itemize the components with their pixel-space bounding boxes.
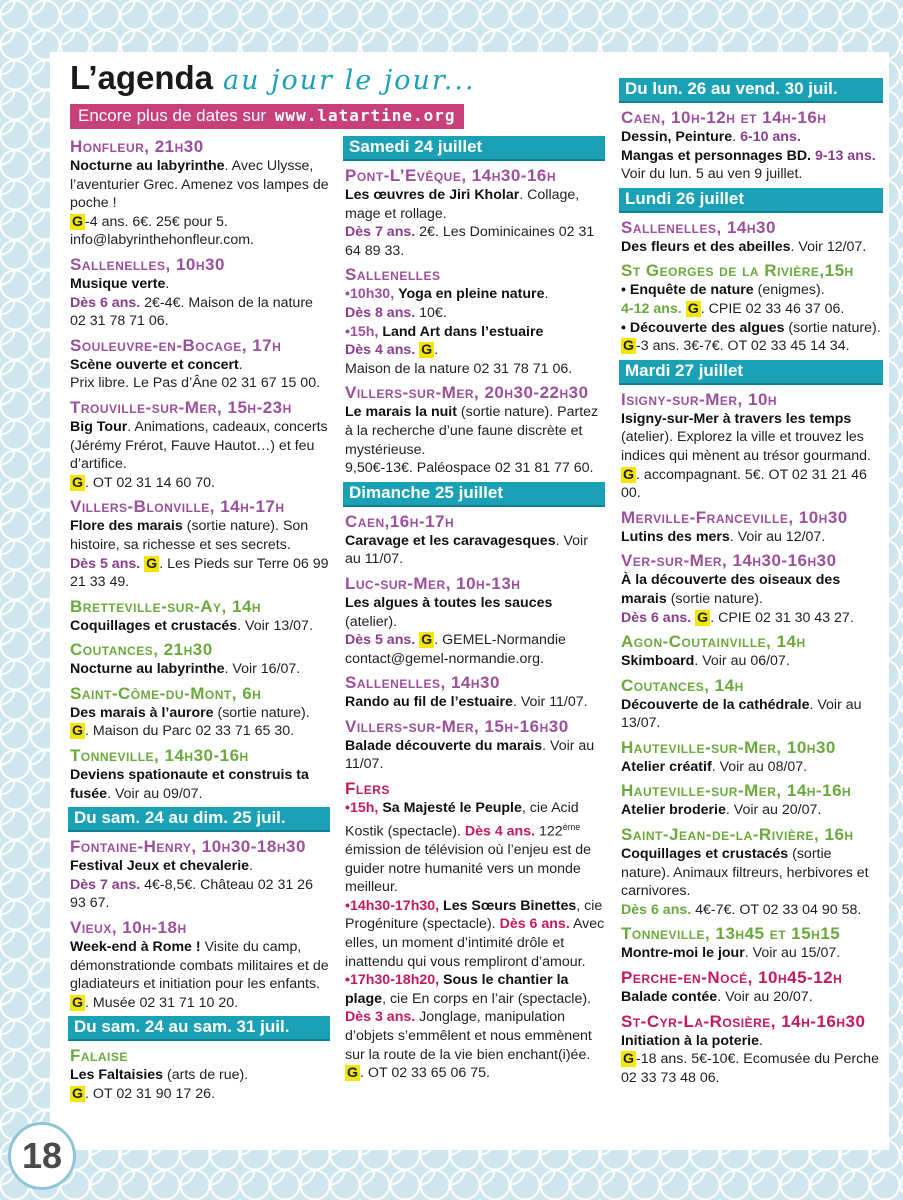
event-title: Coquillages et crustacés [70,617,238,634]
event-time: •14h30-17h30, [345,897,440,914]
page-number: 18 [8,1122,76,1190]
event-info: 122 [539,823,563,840]
event-entry [70,683,330,741]
free-badge: G [623,1051,635,1068]
event-place: St-Cyr-La-Rosière, 14h-16h30 [621,1011,866,1031]
event-place: Caen,16h-17h [345,511,455,531]
date-header: Mardi 27 juillet [619,360,883,385]
event-contact: . accompagnant. 5€. OT 02 31 21 46 00. [621,466,867,502]
event-text [345,186,605,260]
event-title: Balade contée [621,989,718,1006]
event-text [621,944,883,963]
event-description: Collage, mage et rollage. [345,187,580,222]
age-badge: Dès 4 ans. [464,823,536,840]
event-entry [621,107,883,184]
event-info: 10€. [415,304,447,321]
event-text [621,696,883,733]
event-title: Sous le chantier la plage [345,972,569,1007]
event-place: Tonneville, 14h30-16h [70,746,249,766]
event-contact: 2€. Les Dominicaines 02 31 64 89 33. [345,224,595,259]
event-place: Villers-sur-Mer, 20h30-22h30 [345,383,589,403]
event-entry [70,254,330,331]
event-place: Villers-Blonville, 14h-17h [70,497,285,517]
event-contact: . OT 02 31 90 17 26. [85,1086,215,1102]
free-badge: G [72,994,84,1011]
event-place: Bretteville-sur-Ay, 14h [70,596,262,616]
event-info: . [127,418,132,435]
event-place: Sallenelles [345,265,441,285]
event-info: . Voir au 20/07. [717,989,813,1006]
event-entry [621,780,883,820]
event-entry [621,1011,883,1088]
event-info: Voir du lun. 5 au ven 9 juillet. [621,166,803,183]
event-place: Villers-sur-Mer, 15h-16h30 [345,716,569,736]
event-entry [70,836,330,913]
event-info: . Voir au 09/07. [107,785,203,802]
event-description: Explorez la ville et trouvez les indices qui mènent au trésor gourmand. [621,429,871,464]
event-text: •10h30, Yoga en pleine nature. Dès 8 ans. 10€. •15h, Land Art dans l’estuaire Dès 4 ans. G . Maison de la nature 02 31 78 71 06. [345,286,573,377]
column-3 [621,74,883,1091]
title-script: au jour le jour... [223,65,476,96]
website-link[interactable]: www.latartine.org [274,106,456,125]
free-badge: G [421,632,433,649]
event-title: Isigny-sur-Mer à travers les temps [621,410,852,427]
event-description: Avec Ulysse, l’aventurier Grec. Amenez vos lampes de poche ! [70,158,329,212]
event-time: •15h, [345,323,379,340]
event-time: •17h30-18h20, [345,972,440,989]
event-title: • Enquête de nature [621,282,754,299]
event-info: . Voir 16/07. [224,661,301,678]
event-text [70,1066,330,1103]
event-entry [345,264,605,378]
event-place: Sallenelles, 14h30 [345,673,500,693]
event-entry [70,639,330,679]
event-entry [621,389,883,503]
event-title: Lutins des mers [621,528,730,545]
event-place: St Georges de la Rivière,15h [621,261,854,281]
event-place: Honfleur, 21h30 [70,137,204,156]
event-entry [621,967,883,1007]
event-place: Saint-Jean-de-la-Rivière, 16h [621,825,854,845]
event-description: émission de télévision où l’enjeu est de guider notre humanité vers un monde meilleur. [345,841,592,896]
event-text [70,356,330,393]
event-entry [621,217,883,257]
event-place: Saint-Côme-du-Mont, 6h [70,683,262,703]
event-entry [70,335,330,393]
event-place: Coutances, 21h30 [70,640,213,660]
event-title: Rando au fil de l’estuaire [345,694,513,711]
event-info: (sortie nature). [784,319,881,336]
age-badge: Dès 5 ans. [70,555,141,572]
age-badge: Dès 6 ans. [499,916,570,933]
age-badge: 6-10 ans. [740,129,801,145]
free-badge: G [687,300,699,317]
event-time: •10h30, [345,286,395,303]
event-contact: -3 ans. 3€-7€. OT 02 33 45 14 34. [636,338,850,355]
event-contact: Maison de la nature 02 31 78 71 06. [345,360,573,377]
event-entry [621,260,883,355]
event-place: Pont-L’Evêque, 14h30-16h [345,166,557,185]
event-place: Falaise [70,1046,128,1066]
event-description: Partez à la recherche d’une faune discrète et mystérieuse. [345,404,599,458]
event-title: Atelier broderie [621,802,726,819]
event-text [621,652,883,671]
event-info: (sortie nature). [182,518,279,535]
event-text [345,532,605,569]
event-title: Les Faltaisies [70,1067,164,1084]
event-info: (sortie nature). Animaux filtreurs, herbivores et carnivores. [621,846,869,900]
date-header: Lundi 26 juillet [619,188,883,213]
event-text [621,528,883,547]
banner-prefix: Encore plus de dates sur [78,106,267,125]
event-info: . Voir au 20/07. [725,802,822,819]
event-info: (arts de rue). [163,1067,249,1084]
free-badge: G [146,555,158,572]
event-text [70,660,330,679]
event-info: . Voir au 08/07. [711,758,808,775]
event-text: Dessin, Peinture. 6-10 ans. Mangas et personnages BD. 9-13 ans. Voir du lun. 5 au ven 9 juillet. [621,129,876,183]
age-badge: Dès 7 ans. [345,224,416,241]
event-description: Avec elles, un moment d’intimité drôle et inattendu qui vous rempliront d’amour. [345,916,605,970]
event-description: Son histoire, sa richesse et ses secrets. [70,518,309,553]
event-text [345,693,605,712]
age-badge: Dès 4 ans. [345,342,416,359]
event-text [70,857,330,913]
event-entry [70,596,330,636]
column-2 [345,132,605,1087]
age-badge: 9-13 ans. [814,147,876,164]
event-title: Caravage et les caravagesques [345,532,556,549]
event-info: (sortie nature). [666,590,763,607]
event-title: Des fleurs et des abeilles [621,238,791,255]
event-title: Dessin, Peinture [621,129,733,145]
event-text [345,594,605,668]
event-info: (atelier). [621,429,674,446]
event-title: Musique verte [70,275,166,292]
event-info: . Voir au 13/07. [621,696,862,732]
event-title: Le marais la nuit [345,404,457,421]
event-title: Nocturne au labyrinthe [70,661,225,678]
event-entry [621,737,883,777]
age-badge: Dès 5 ans. [345,632,416,649]
event-info: . Voir au 06/07. [694,653,790,670]
event-info: , cie Acid Kostik (spectacle). [345,800,579,840]
event-contact: . OT 02 33 65 06 75. [360,1065,490,1082]
date-header: Du lun. 26 au vend. 30 juil. [619,78,883,103]
event-info: . Voir 12/07. [790,238,867,255]
event-info: (atelier). [345,613,398,630]
age-badge: Dès 6 ans. [70,294,141,311]
event-info: . [165,275,170,292]
event-title: Yoga en pleine nature [398,286,545,303]
age-badge: Dès 3 ans. [345,1009,416,1026]
event-place: Fontaine-Henry, 10h30-18h30 [70,837,306,857]
event-text [345,737,605,774]
event-description: Visite du camp, démonstrationde combats militaires et de gladiateurs et initiation pour les enfants. [70,939,329,993]
event-contact: . CPIE 02 31 30 43 27. [710,609,854,626]
event-place: Agon-Coutainville, 14h [621,632,806,652]
event-place: Sallenelles, 14h30 [621,217,776,237]
event-place: Perche-en-Nocé, 10h45-12h [621,968,843,988]
event-text [70,275,330,331]
age-badge: Dès 6 ans. [621,901,692,918]
event-title: Les œuvres de Jiri Kholar [345,187,520,203]
event-info: . Voir au 12/07. [729,528,826,545]
event-entry [345,511,605,569]
event-contact: . Musée 02 31 71 10 20. [85,994,239,1011]
event-title: Découverte de la cathédrale [621,696,810,713]
event-text [621,281,883,355]
event-contact: 4€-8,5€. Château 02 31 26 93 67. [70,876,313,912]
event-contact: 9,50€-13€. Paléospace 02 31 81 77 60. [345,460,594,477]
event-info: . Voir 13/07. [237,617,313,634]
date-header: Du sam. 24 au dim. 25 juil. [68,807,330,832]
event-place: Vieux, 10h-18h [70,918,187,938]
event-title: Les Sœurs Binettes [443,897,577,914]
event-info: . [249,858,253,875]
event-contact: . GEMEL-Normandie contact@gemel-normandie.org. [345,632,566,667]
event-contact: 4€-7€. OT 02 33 04 90 58. [695,901,862,918]
event-info: (enigmes). [753,282,825,299]
event-title: Initiation à la poterie [621,1032,759,1049]
event-entry [621,550,883,627]
event-place: Isigny-sur-Mer, 10h [621,389,778,409]
event-contact: -4 ans. 6€. 25€ pour 5. info@labyrinthehonfleur.com. [70,213,254,249]
event-entry [621,923,883,963]
event-entry [70,136,330,250]
free-badge: G [72,1086,84,1102]
event-entry [70,745,330,803]
event-entry [345,672,605,712]
event-info: . [238,356,243,373]
event-title: Nocturne au labyrinthe [70,158,225,174]
event-place: Coutances, 14h [621,675,744,695]
event-entry [345,716,605,774]
event-description: Jonglage, manipulation d’objets s’emmêlent et nous emmènent sur la route de la vie bien enchant(i)ée. [345,1009,592,1063]
event-info: , cie En corps en l’air (spectacle). [382,990,592,1007]
age-badge: Dès 7 ans. [70,876,141,893]
event-contact: . Les Pieds sur Terre 06 99 21 33 49. [70,555,329,591]
title-main: L’agenda [70,59,214,96]
event-title: Deviens spationaute et construis ta fusée [70,767,309,802]
event-text [345,799,605,1083]
event-info: , cie Progéniture (spectacle). [345,897,603,933]
event-title: Big Tour [70,418,128,435]
event-title: Skimboard [621,653,695,670]
event-text [621,410,883,503]
event-title: Mangas et personnages BD. [621,147,812,164]
event-text [70,938,330,1012]
free-badge: G [623,466,635,483]
event-info: . [758,1032,763,1049]
date-header: Du sam. 24 au sam. 31 juil. [68,1016,330,1041]
page-title [70,60,610,99]
event-info: . Voir au 11/07. [345,532,588,568]
event-text [621,1032,883,1088]
event-contact: . OT 02 31 14 60 70. [85,474,215,491]
event-text [345,403,605,477]
event-info: (sortie nature). [213,704,310,721]
event-info: . Voir au 15/07. [744,945,841,962]
event-title: Sa Majesté le Peuple [382,800,522,817]
event-title: Les algues à toutes les sauces [345,594,553,611]
age-badge: Dès 8 ans. [345,304,416,321]
event-title: Week-end à Rome ! [70,939,201,956]
event-title: Atelier créatif [621,758,712,775]
event-title: Des marais à l’aurore [70,704,214,721]
event-place: Luc-sur-Mer, 10h-13h [345,573,521,593]
event-info: (sortie nature). [456,404,554,421]
event-entry [345,573,605,668]
event-info: ème [562,821,581,832]
event-place: Caen, 10h-12h et 14h-16h [621,108,827,127]
free-badge: G [697,609,709,626]
event-description: Animations, cadeaux, concerts (Jérémy Frérot, Fauve Hautot…) et feu d’artifice. [70,418,328,473]
event-title: À la découverte des oiseaux des marais [621,572,841,607]
age-badge: Dès 6 ans. [621,609,692,626]
event-entry [621,507,883,547]
event-title: • Découverte des algues [621,319,785,336]
event-title: Scène ouverte et concert [70,356,239,373]
event-text [621,988,883,1007]
event-title: Land Art dans l’estuaire [382,323,544,340]
event-text [70,517,330,591]
event-info: . [224,158,229,174]
event-text [621,758,883,777]
event-entry [621,824,883,919]
event-entry [345,778,605,1083]
event-entry [70,917,330,1012]
event-title: Festival Jeux et chevalerie [70,858,250,875]
event-place: Ver-sur-Mer, 14h30-16h30 [621,551,837,571]
event-text [621,845,883,919]
event-entry [621,631,883,671]
website-banner [70,104,464,129]
event-title: Flore des marais [70,518,183,535]
event-title: Montre-moi le jour [621,945,745,962]
event-contact: . CPIE 02 33 46 37 06. [700,300,845,317]
event-place: Sallenelles, 10h30 [70,254,225,274]
event-entry [70,496,330,591]
free-badge: G [72,474,84,491]
event-place: Flers [345,779,390,799]
event-contact: . Maison du Parc 02 33 71 65 30. [85,723,295,740]
event-contact: -18 ans. 5€-10€. Ecomusée du Perche 02 33 73 48 06. [621,1051,879,1086]
event-info: . Voir au 11/07. [345,737,595,773]
event-entry [70,1045,330,1103]
event-text [621,571,883,627]
free-badge: G [421,342,433,359]
event-text [70,704,330,741]
event-text [621,238,883,257]
event-time: •15h, [345,800,379,817]
free-badge: G [347,1065,359,1082]
event-text [70,766,330,803]
event-info: . Voir 11/07. [512,694,588,711]
event-entry [345,382,605,477]
event-entry [70,397,330,492]
free-badge: G [72,723,84,740]
agenda-header [70,60,610,129]
age-badge: 4-12 ans. [621,300,682,317]
event-title: Coquillages et crustacés [621,846,789,863]
event-place: Hauteville-sur-Mer, 14h-16h [621,781,852,801]
free-badge: G [72,213,84,230]
event-entry [345,165,605,260]
event-place: Souleuvre-en-Bocage, 17h [70,335,282,355]
date-header: Dimanche 25 juillet [343,482,605,507]
event-place: Hauteville-sur-Mer, 10h30 [621,737,836,757]
event-place: Tonneville, 13h45 et 15h15 [621,924,841,944]
event-text [621,801,883,820]
event-place: Merville-Franceville, 10h30 [621,507,848,527]
event-text [70,418,330,492]
event-contact: 2€-4€. Maison de la nature 02 31 78 71 06. [70,294,313,330]
event-text [70,617,330,636]
free-badge: G [623,338,635,355]
event-place: Trouville-sur-Mer, 15h-23h [70,397,292,417]
column-1 [70,136,330,1108]
event-contact: Prix libre. Le Pas d’Âne 02 31 67 15 00. [70,375,321,392]
date-header: Samedi 24 juillet [343,136,605,161]
event-info: . [519,187,524,203]
event-entry [621,675,883,733]
event-text [70,157,330,250]
event-title: Balade découverte du marais [345,737,543,754]
